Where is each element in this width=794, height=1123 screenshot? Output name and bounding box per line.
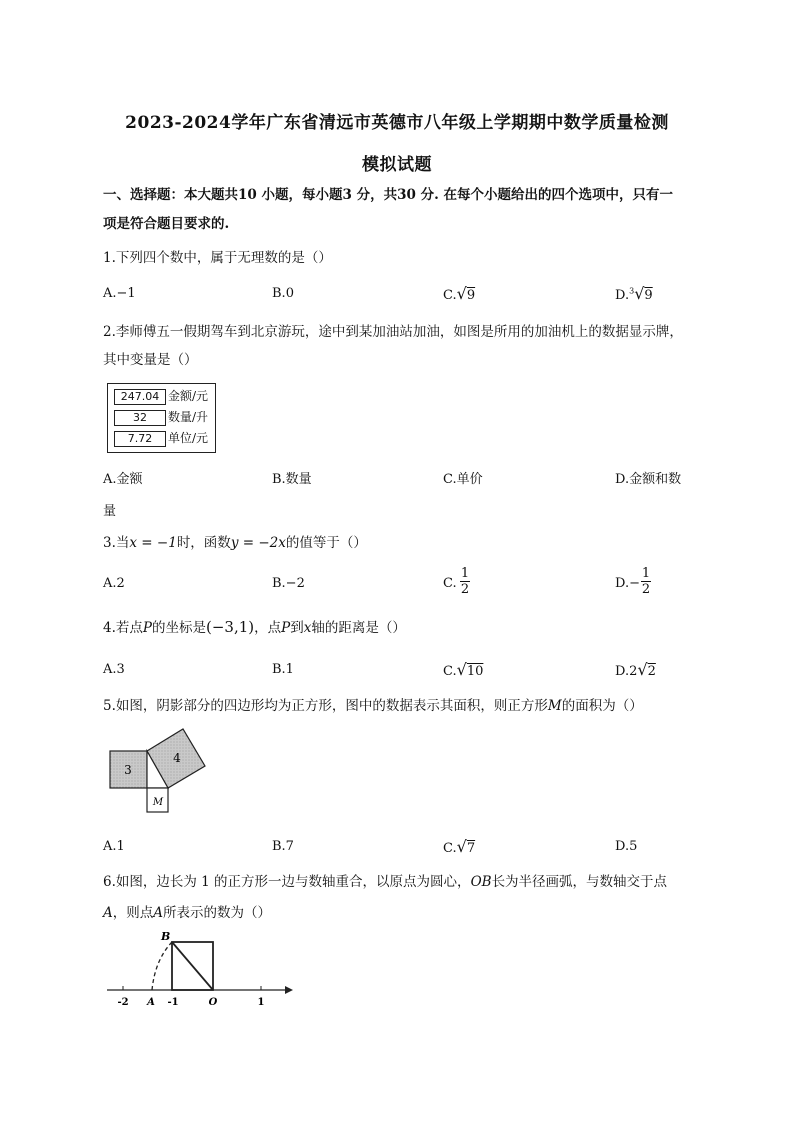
q2-option-d-wrap: 量 [103,504,117,519]
section-header-line2: 项是符合题目要求的. [103,216,230,232]
number-line-figure [105,928,295,1013]
q3-option-c: C. [443,576,457,591]
q2-option-b: B.数量 [272,472,312,487]
q3-option-b: B.−2 [272,576,305,591]
q3-option-c-fraction: 1 2 [460,566,470,597]
question-1-stem: 1.下列四个数中，属于无理数的是（） [103,250,332,266]
dashed-arc [152,942,172,990]
label-neg2: -2 [117,997,129,1008]
label-b: B [161,930,171,943]
question-6-stem-line1: 6.如图，边长为 1 的正方形一边与数轴重合，以原点为圆心，OB长为半径画弧，与数轴交于点 [103,874,668,890]
display-quantity-value: 32 [114,410,166,426]
q3-option-d-fraction: 1 2 [641,566,651,597]
question-5-stem: 5.如图，阴影部分的四边形均为正方形，图中的数据表示其面积，则正方形M的面积为（） [103,698,643,714]
label-area-4: 4 [173,751,181,765]
q1-option-a: A.−1 [103,286,136,301]
q1-option-d: D.$^3$√9 [615,284,653,303]
q4-option-b: B.1 [272,662,294,677]
q4-option-a: A.3 [103,662,125,677]
q1-option-c: C.√9 [443,284,476,303]
label-neg1: -1 [167,997,179,1008]
q4-option-d: D.2√2 [615,660,656,679]
display-quantity-label: 数量/升 [168,410,209,424]
question-3-stem: 3.当x = −1时，函数y = −2x的值等于（） [103,535,367,551]
label-a: A [147,997,155,1008]
label-m: M [152,797,164,808]
display-amount-label: 金额/元 [168,389,209,403]
label-o: O [208,997,218,1008]
question-6-stem-line2: A，则点A所表示的数为（） [103,905,271,921]
document-subtitle: 模拟试题 [362,155,432,175]
q5-option-d: D.5 [615,839,638,854]
q2-option-c: C.单价 [443,472,483,487]
q3-option-a: A.2 [103,576,125,591]
section-header-line1: 一、选择题：本大题共10 小题，每小题3 分，共30 分. 在每个小题给出的四个选项中，只有一 [103,187,673,203]
document-title: 2023-2024学年广东省清远市英德市八年级上学期期中数学质量检测 [125,113,669,133]
q5-option-b: B.7 [272,839,294,854]
axis-arrow [285,986,293,994]
question-2-stem-line2: 其中变量是（） [103,352,198,368]
q4-option-c: C.√10 [443,660,484,679]
q1-option-b: B.0 [272,286,294,301]
label-1: 1 [257,997,265,1008]
q2-option-a: A.金额 [103,472,143,487]
fuel-pump-display [107,383,216,453]
label-area-3: 3 [124,763,132,777]
q5-option-c: C.√7 [443,837,476,856]
question-4-stem: 4.若点P的坐标是(−3,1)，点P到x轴的距离是（） [103,618,406,636]
display-unit-label: 单位/元 [168,431,209,445]
display-unit-value: 7.72 [114,431,166,447]
diagonal-ob [172,942,213,990]
q2-option-d: D.金额和数 [615,472,682,487]
display-amount-value: 247.04 [114,389,166,405]
q3-option-d: D.− [615,576,640,591]
question-2-stem-line1: 2.李师傅五一假期驾车到北京游玩，途中到某加油站加油，如图是所用的加油机上的数据显示牌， [103,324,683,340]
squares-figure [104,726,212,816]
q5-option-a: A.1 [103,839,125,854]
